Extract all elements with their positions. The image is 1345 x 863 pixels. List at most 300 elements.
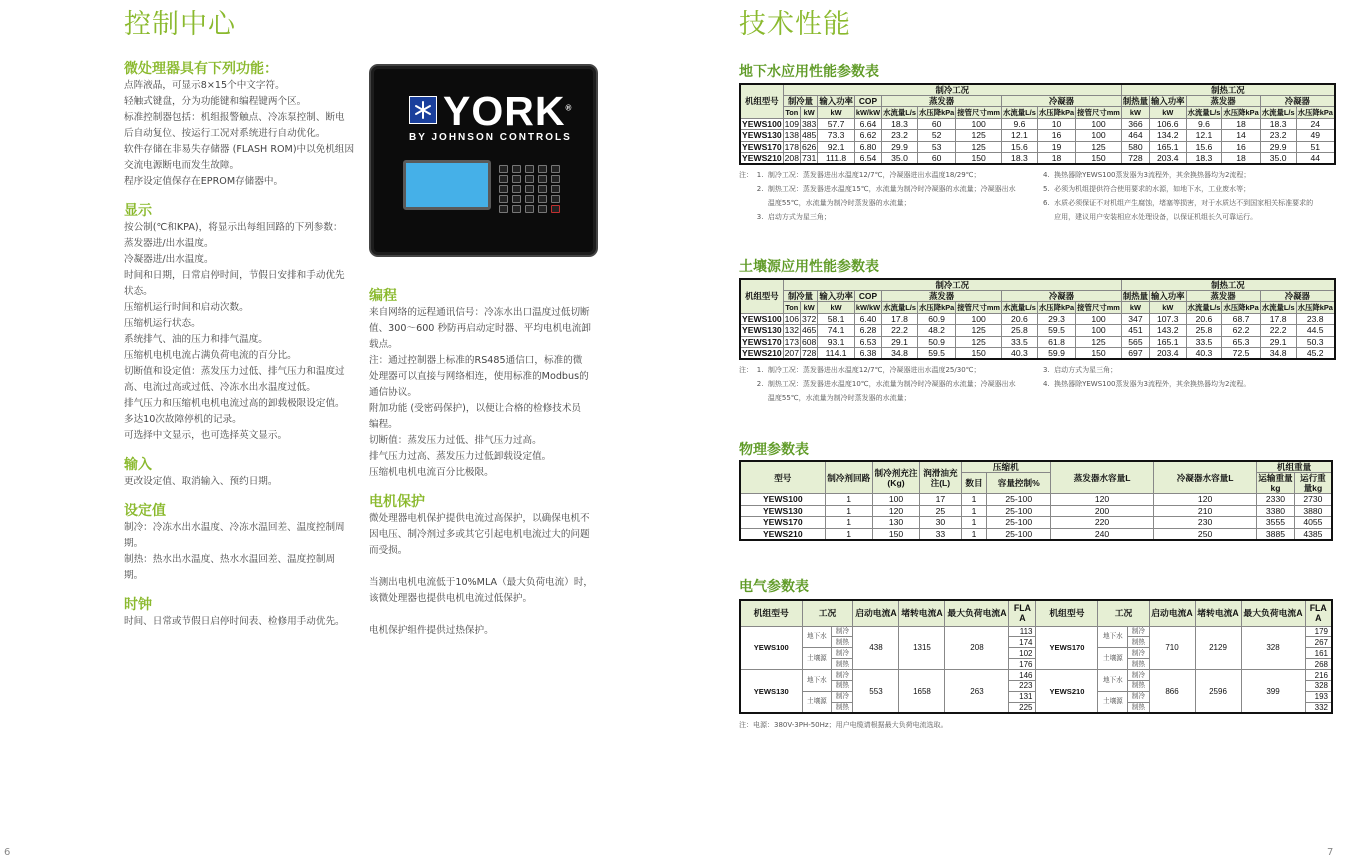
table-header: kW/kW <box>855 107 881 117</box>
table-row <box>740 130 1335 141</box>
value-cell: 347 <box>1121 313 1149 324</box>
soil-table <box>739 278 1336 360</box>
value-cell: 173 <box>784 336 799 347</box>
control-features-column <box>124 50 356 630</box>
note-line: 1. 制冷工况：蒸发器进出水温度12/7℃，冷凝器进出水温度18/29℃； <box>756 171 981 179</box>
value-cell: 9.6 <box>1186 118 1222 129</box>
value-cell: 250 <box>1154 528 1257 540</box>
value-cell: 10 <box>1037 118 1075 129</box>
table-header: kW <box>818 107 855 118</box>
source-cell: 地下水 <box>802 626 832 648</box>
table-header: 接管尺寸mm <box>1077 302 1120 312</box>
th-ship-weight: 运输重量kg <box>1258 473 1293 493</box>
fla-cell: 216 <box>1305 670 1332 681</box>
value-cell: 1 <box>825 528 872 540</box>
paragraph-line: 制热：热水出水温度、热水水温回差、温度控制周 <box>124 554 336 565</box>
value-cell: 1 <box>961 528 987 540</box>
start-current-cell: 438 <box>853 626 899 670</box>
value-cell: 6.40 <box>854 313 881 324</box>
value-cell: 25.8 <box>1001 325 1037 336</box>
value-cell: 165.1 <box>1150 141 1187 152</box>
value-cell: 35.0 <box>882 152 918 164</box>
value-cell: 23.8 <box>1296 313 1335 324</box>
model-cell: YEWS170 <box>1036 626 1098 670</box>
table-header: kW <box>1121 107 1149 118</box>
fla-cell: 174 <box>1009 637 1036 648</box>
value-cell: 6.64 <box>854 118 881 129</box>
table-header: 输入功率 <box>819 291 853 302</box>
value-cell: 731 <box>802 152 817 163</box>
value-cell: 68.7 <box>1222 313 1260 324</box>
value-cell: 14 <box>1222 130 1260 141</box>
value-cell: 100 <box>956 118 1002 129</box>
value-cell: 125 <box>956 325 1002 336</box>
soil-heading: 土壤源应用性能参数表 <box>739 259 879 275</box>
table-header: Ton <box>783 107 800 118</box>
max-current-cell: 328 <box>1241 626 1305 670</box>
mode-cell: 制热 <box>832 680 853 691</box>
mode-cell: 制冷 <box>1128 670 1149 681</box>
table-header: 机组型号 <box>740 84 783 118</box>
value-cell: 12.1 <box>1186 130 1222 141</box>
paragraph-line: 冷凝器进/出水温度。 <box>124 254 214 265</box>
value-cell: 29.9 <box>1260 141 1296 152</box>
value-cell: 51 <box>1296 141 1335 152</box>
value-cell: 29.3 <box>1037 313 1075 324</box>
value-cell: 16 <box>1037 130 1075 141</box>
value-cell: 50.9 <box>917 336 955 347</box>
paragraph-line: 来自网络的远程通讯信号：冷冻水出口温度过低切断 <box>369 307 590 318</box>
source-cell: 土壤源 <box>802 691 832 713</box>
value-cell: 92.1 <box>818 141 855 152</box>
source-cell: 地下水 <box>1098 626 1128 648</box>
table-row <box>740 494 1332 506</box>
value-cell: 18.3 <box>1186 152 1222 164</box>
value-cell: 130 <box>872 517 919 529</box>
value-cell: 74.1 <box>818 325 855 336</box>
note-line: 3. 启动方式为星三角； <box>756 213 831 221</box>
value-cell: 165.1 <box>1150 336 1187 347</box>
value-cell: 17 <box>920 494 961 506</box>
value-cell: 6.38 <box>854 347 881 359</box>
table-header: 水压降kPa <box>918 107 955 117</box>
section-heading: 电机保护 <box>369 494 425 510</box>
value-cell: 16 <box>1222 141 1260 152</box>
value-cell: 33.5 <box>1001 336 1037 347</box>
table-row <box>740 336 1335 347</box>
note-line: 4. 换热器除YEWS100蒸发器为3流程外，其余换热器均为2流程。 <box>1042 380 1251 388</box>
model-cell: YEWS130 <box>742 130 782 141</box>
table-row <box>740 313 1335 324</box>
paragraph-line: 该微处理器也提供电机电流过低保护。 <box>369 593 533 604</box>
value-cell: 565 <box>1121 336 1149 347</box>
table-header: 蒸发器 <box>882 96 1002 107</box>
value-cell: 18.3 <box>1001 152 1037 164</box>
value-cell: 24 <box>1296 118 1335 129</box>
value-cell: 3880 <box>1294 505 1332 517</box>
th-weight: 机组重量 <box>1257 461 1332 473</box>
value-cell: 25-100 <box>987 528 1051 540</box>
value-cell: 100 <box>956 313 1002 324</box>
value-cell: 58.1 <box>818 313 855 324</box>
value-cell: 65.3 <box>1222 336 1260 347</box>
start-current-cell: 866 <box>1149 670 1195 714</box>
fla-cell: 131 <box>1009 691 1036 702</box>
value-cell: 626 <box>802 141 817 152</box>
paragraph-line: 可选择中文显示，也可选择英文显示。 <box>124 430 288 441</box>
value-cell: 100 <box>1076 313 1122 324</box>
value-cell: 207 <box>784 347 799 358</box>
fla-cell: 223 <box>1009 680 1036 691</box>
value-cell: 6.54 <box>854 152 881 164</box>
mode-cell: 制冷 <box>832 670 853 681</box>
value-cell: 34.8 <box>1260 347 1296 359</box>
table-row <box>740 118 1335 129</box>
paragraph-line: 期。 <box>124 570 144 581</box>
value-cell: 6.62 <box>854 130 881 141</box>
value-cell: 3555 <box>1257 517 1295 529</box>
lcd-display <box>403 160 491 210</box>
value-cell: 580 <box>1121 141 1149 152</box>
value-cell: 125 <box>956 130 1002 141</box>
value-cell: 100 <box>872 494 919 506</box>
value-cell: 485 <box>802 130 817 141</box>
value-cell: 106.6 <box>1150 118 1187 129</box>
fla-cell: 267 <box>1305 637 1332 648</box>
table-header: 启动电流A <box>853 600 899 626</box>
paragraph-line: 压缩机运行时间和启动次数。 <box>124 302 249 313</box>
value-cell: 25 <box>920 505 961 517</box>
table-header: 冷凝器 <box>1260 96 1335 107</box>
value-cell: 109 <box>784 118 799 129</box>
max-current-cell: 263 <box>945 670 1009 714</box>
value-cell: 52 <box>917 130 955 141</box>
value-cell: 125 <box>1076 141 1122 152</box>
paragraph-line: 排气压力和压缩机电机电流过高的卸载极限设定值。 <box>124 398 345 409</box>
value-cell: 60 <box>917 118 955 129</box>
fla-cell: 268 <box>1305 659 1332 670</box>
value-cell: 465 <box>802 325 817 336</box>
table-row <box>740 347 1335 359</box>
table-header: 水流量L/s <box>1261 107 1295 117</box>
paragraph-line: 制冷：冷冻水出水温度、冷冻水温回差、温度控制周 <box>124 522 345 533</box>
value-cell: 6.53 <box>854 336 881 347</box>
paragraph-line: 切断值和设定值：蒸发压力过低、排气压力和温度过 <box>124 366 345 377</box>
value-cell: 697 <box>1121 347 1149 359</box>
note-line: 温度55℃，水流量为制冷时蒸发器的水流量； <box>756 394 911 402</box>
paragraph-line <box>369 559 601 575</box>
note-line: 2. 制热工况：蒸发器进水温度15℃，水流量为制冷时冷凝器的水流量；冷凝器出水 <box>756 185 1016 193</box>
paragraph-line: 系统排气、油的压力和排气温度。 <box>124 334 268 345</box>
value-cell: 138 <box>784 130 799 141</box>
th-comp-cap: 容量控制% <box>987 473 1051 494</box>
table-header: 输入功率 <box>1151 291 1185 302</box>
value-cell: 93.1 <box>818 336 855 347</box>
paragraph-line: 后自动复位、按运行工况对系统进行自动优化。 <box>124 128 326 139</box>
mode-cell: 制热 <box>832 637 853 648</box>
value-cell: 230 <box>1154 517 1257 529</box>
note-line: 5. 必须为机组提供符合使用要求的水源，如地下水，工业废水等； <box>1042 185 1251 193</box>
table-header: 水压降kPa <box>1297 302 1333 312</box>
value-cell: 132 <box>784 325 799 336</box>
table-header: kW <box>818 302 855 313</box>
th-comp-num: 数目 <box>961 473 987 494</box>
table-header: 机组型号 <box>740 600 802 626</box>
table-header: kW/kW <box>855 302 881 312</box>
value-cell: 120 <box>872 505 919 517</box>
mode-cell: 制冷 <box>832 691 853 702</box>
table-header: 制冷量 <box>783 96 818 107</box>
value-cell: 18.3 <box>1260 118 1296 129</box>
value-cell: 60 <box>917 152 955 164</box>
value-cell: 25-100 <box>987 505 1051 517</box>
paragraph-line: 通信协议。 <box>369 387 417 398</box>
value-cell: 1 <box>961 505 987 517</box>
mode-cell: 制热 <box>832 702 853 713</box>
table-header: 制热工况 <box>1121 279 1335 291</box>
soil-notes <box>739 363 1339 405</box>
value-cell: 2330 <box>1257 494 1295 506</box>
page-number-right: 7 <box>1327 847 1334 858</box>
model-cell: YEWS130 <box>740 670 802 714</box>
table-row <box>740 517 1332 529</box>
value-cell: 59.5 <box>1037 325 1075 336</box>
table-header: 水流量L/s <box>883 107 916 117</box>
mode-cell: 制热 <box>1128 637 1149 648</box>
value-cell: 15.6 <box>1186 141 1222 152</box>
value-cell: 57.7 <box>818 118 855 129</box>
start-current-cell: 710 <box>1149 626 1195 670</box>
value-cell: 18 <box>1222 118 1260 129</box>
table-row <box>740 626 1332 637</box>
start-current-cell: 553 <box>853 670 899 714</box>
th-oil: 润滑油充注(L) <box>920 461 961 494</box>
table-header: 制热量 <box>1122 291 1149 302</box>
paragraph-line: 压缩机运行状态。 <box>124 318 201 329</box>
value-cell: 49 <box>1296 130 1335 141</box>
value-cell: 240 <box>1051 528 1154 540</box>
lra-cell: 1658 <box>899 670 945 714</box>
model-cell: YEWS100 <box>740 626 802 670</box>
value-cell: 6.28 <box>854 325 881 336</box>
table-header: 堵转电流A <box>1195 600 1241 626</box>
paragraph-line: 蒸发器进/出水温度。 <box>124 238 214 249</box>
table-header: 水流量L/s <box>1261 302 1295 312</box>
model-cell: YEWS210 <box>740 528 825 540</box>
value-cell: 111.8 <box>818 152 855 164</box>
paragraph-line <box>369 607 601 623</box>
value-cell: 150 <box>1076 347 1122 359</box>
source-cell: 地下水 <box>802 670 832 692</box>
paragraph-line: 而受损。 <box>369 545 408 556</box>
keypad <box>499 165 560 213</box>
table-header: 水压降kPa <box>1223 107 1259 117</box>
section-heading: 微处理器具有下列功能： <box>124 61 278 77</box>
value-cell: 383 <box>802 118 817 129</box>
value-cell: 134.2 <box>1150 130 1187 141</box>
table-header: FLA A <box>1009 600 1036 626</box>
value-cell: 107.3 <box>1150 313 1187 324</box>
model-cell: YEWS100 <box>742 118 782 129</box>
value-cell: 35.0 <box>1260 152 1296 164</box>
value-cell: 22.2 <box>1260 325 1296 336</box>
table-header: 水流量L/s <box>1002 107 1036 117</box>
paragraph-line: 按公制(℃和KPA)，将显示出每组回路的下列参数： <box>124 222 343 233</box>
paragraph-line: 交流电源断电而发生故障。 <box>124 160 240 171</box>
mode-cell: 制热 <box>1128 702 1149 713</box>
physical-heading: 物理参数表 <box>739 442 809 458</box>
note-line: 温度55℃，水流量为制冷时蒸发器的水流量； <box>756 199 911 207</box>
table-header: 机组型号 <box>1036 600 1098 626</box>
value-cell: 50.3 <box>1296 336 1335 347</box>
table-header: 冷凝器 <box>1001 96 1121 107</box>
table-header: 制冷量 <box>783 291 818 302</box>
value-cell: 33 <box>920 528 961 540</box>
paragraph-line: 压缩机电机电流百分比极限。 <box>369 467 494 478</box>
paragraph-line: 电机保护组件提供过热保护。 <box>369 625 494 636</box>
section-heading: 输入 <box>124 457 152 473</box>
th-evap-vol: 蒸发器水容量L <box>1051 461 1154 494</box>
model-cell: YEWS130 <box>740 505 825 517</box>
table-row <box>740 152 1335 164</box>
value-cell: 12.1 <box>1001 130 1037 141</box>
york-controller-image <box>369 64 598 257</box>
model-cell: YEWS100 <box>740 494 825 506</box>
value-cell: 25-100 <box>987 517 1051 529</box>
value-cell: 100 <box>1076 325 1122 336</box>
table-row <box>740 505 1332 517</box>
value-cell: 18.3 <box>882 118 918 129</box>
mode-cell: 制冷 <box>1128 626 1149 637</box>
value-cell: 44.5 <box>1296 325 1335 336</box>
value-cell: 100 <box>1076 118 1122 129</box>
table-header: 蒸发器 <box>1186 291 1260 302</box>
value-cell: 220 <box>1051 517 1154 529</box>
value-cell: 1 <box>825 494 872 506</box>
value-cell: 44 <box>1296 152 1335 164</box>
table-header: 水压降kPa <box>1223 302 1259 312</box>
paragraph-line: 程序设定值保存在EPROM存储器中。 <box>124 176 284 187</box>
fla-cell: 161 <box>1305 648 1332 659</box>
paragraph-line: 当测出电机电流低于10%MLA（最大负荷电流）时， <box>369 577 594 588</box>
value-cell: 19 <box>1037 141 1075 152</box>
value-cell: 106 <box>784 313 799 324</box>
value-cell: 178 <box>784 141 799 152</box>
fla-cell: 225 <box>1009 702 1036 713</box>
value-cell: 6.80 <box>854 141 881 152</box>
table-header: 制冷工况 <box>783 279 1121 291</box>
model-cell: YEWS210 <box>742 347 782 358</box>
value-cell: 1 <box>961 517 987 529</box>
value-cell: 200 <box>1051 505 1154 517</box>
note-label: 注： <box>739 171 753 179</box>
lra-cell: 2129 <box>1195 626 1241 670</box>
source-cell: 土壤源 <box>802 648 832 670</box>
value-cell: 464 <box>1121 130 1149 141</box>
table-header: 制冷工况 <box>783 84 1121 96</box>
table-header: 最大负荷电流A <box>945 600 1009 626</box>
th-cond-vol: 冷凝器水容量L <box>1154 461 1257 494</box>
table-header: 制热工况 <box>1121 84 1335 96</box>
model-cell: YEWS170 <box>742 336 782 347</box>
york-logo-subtitle: BY JOHNSON CONTROLS <box>409 132 572 143</box>
groundwater-notes <box>739 168 1339 224</box>
value-cell: 1 <box>961 494 987 506</box>
table-header: 接管尺寸mm <box>957 302 1000 312</box>
th-circuit: 制冷剂回路 <box>825 461 872 494</box>
value-cell: 45.2 <box>1296 347 1335 359</box>
page-number-left: 6 <box>4 847 11 858</box>
table-header: COP <box>854 291 881 302</box>
table-header: 输入功率 <box>1151 96 1185 107</box>
value-cell: 366 <box>1121 118 1149 129</box>
value-cell: 114.1 <box>818 347 855 359</box>
fla-cell: 328 <box>1305 680 1332 691</box>
value-cell: 59.5 <box>917 347 955 359</box>
value-cell: 18 <box>1222 152 1260 164</box>
value-cell: 2730 <box>1294 494 1332 506</box>
value-cell: 208 <box>784 152 799 163</box>
paragraph-line: 状态。 <box>124 286 153 297</box>
value-cell: 73.3 <box>818 130 855 141</box>
paragraph-line: 多达10次故障停机的记录。 <box>124 414 242 425</box>
value-cell: 40.3 <box>1186 347 1222 359</box>
table-header: 水压降kPa <box>918 302 955 312</box>
paragraph-line: 编程。 <box>369 419 398 430</box>
value-cell: 150 <box>956 152 1002 164</box>
model-cell: YEWS100 <box>742 313 782 324</box>
value-cell: 9.6 <box>1001 118 1037 129</box>
value-cell: 728 <box>802 347 817 358</box>
max-current-cell: 208 <box>945 626 1009 670</box>
model-cell: YEWS210 <box>742 152 782 163</box>
note-line: 4. 换热器除YEWS100蒸发器为3流程外，其余换热器均为2流程； <box>1042 171 1251 179</box>
value-cell: 25.8 <box>1186 325 1222 336</box>
paragraph-line: 期。 <box>124 538 144 549</box>
value-cell: 120 <box>1154 494 1257 506</box>
value-cell: 62.2 <box>1222 325 1260 336</box>
lra-cell: 1315 <box>899 626 945 670</box>
note-line: 3. 启动方式为星三角； <box>1042 366 1118 374</box>
table-header: 水压降kPa <box>1297 107 1333 117</box>
value-cell: 20.6 <box>1186 313 1222 324</box>
value-cell: 451 <box>1121 325 1149 336</box>
paragraph-line: 排气压力过高、蒸发压力过低卸载设定值。 <box>369 451 552 462</box>
value-cell: 203.4 <box>1150 347 1187 359</box>
fla-cell: 146 <box>1009 670 1036 681</box>
table-header: 机组型号 <box>740 279 783 313</box>
fla-cell: 113 <box>1009 626 1036 637</box>
snowflake-icon <box>409 96 437 124</box>
table-header: 制热量 <box>1122 96 1149 107</box>
value-cell: 1 <box>825 505 872 517</box>
value-cell: 17.8 <box>1260 313 1296 324</box>
electrical-note: 注：电源：380V-3PH-50Hz；用户电缆请根据最大负荷电流选取。 <box>739 721 948 729</box>
section-heading: 显示 <box>124 203 152 219</box>
value-cell: 22.2 <box>882 325 918 336</box>
paragraph-line: 压缩机电机电流占满负荷电流的百分比。 <box>124 350 297 361</box>
value-cell: 40.3 <box>1001 347 1037 359</box>
physical-table <box>739 460 1333 541</box>
table-header: 工况 <box>802 600 853 626</box>
value-cell: 3380 <box>1257 505 1295 517</box>
lra-cell: 2596 <box>1195 670 1241 714</box>
table-header: 接管尺寸mm <box>957 107 1000 117</box>
table-row <box>740 528 1332 540</box>
paragraph-line: 切断值：蒸发压力过低、排气压力过高。 <box>369 435 542 446</box>
table-header: 水流量L/s <box>883 302 916 312</box>
mode-cell: 制冷 <box>832 626 853 637</box>
